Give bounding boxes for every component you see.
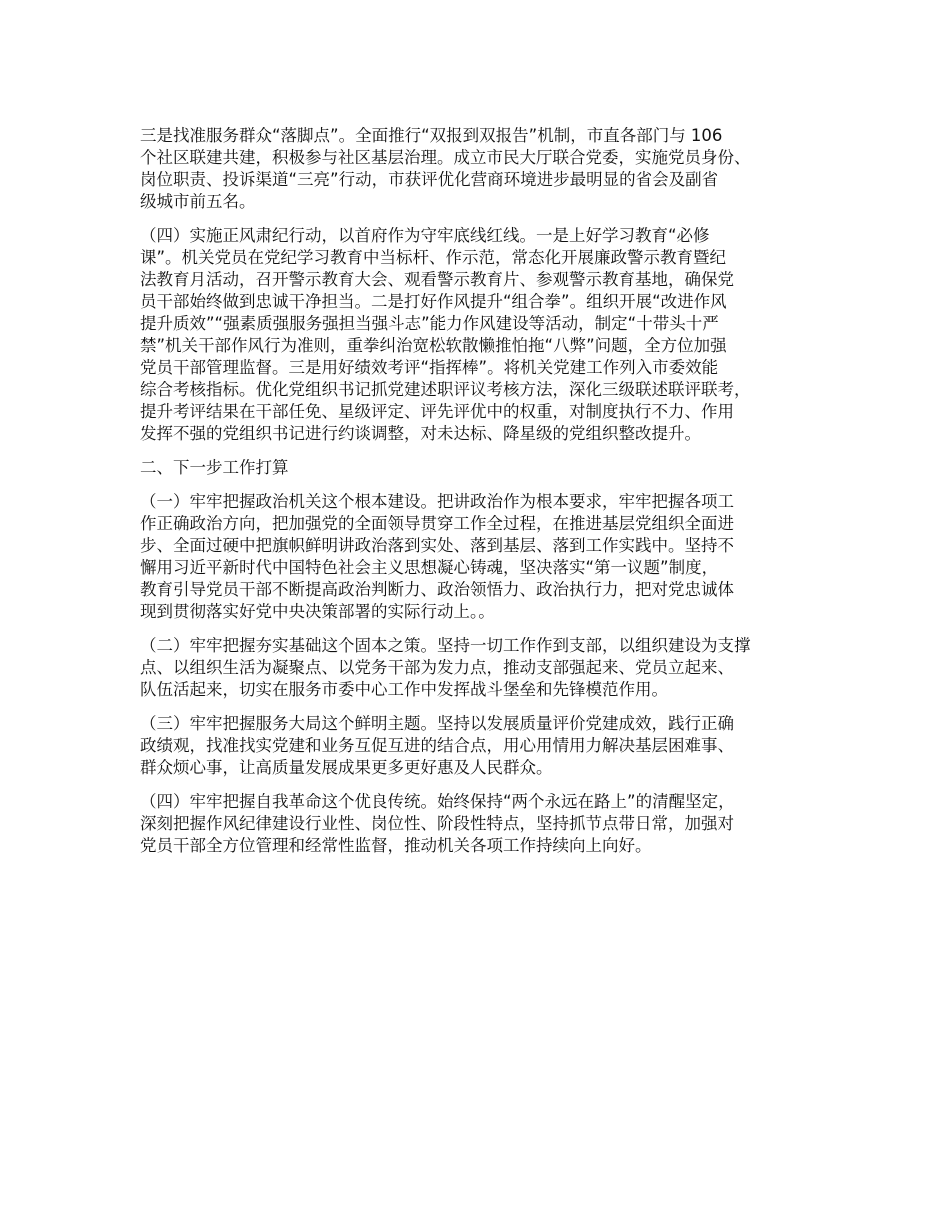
- document-body: [140, 125, 830, 869]
- paragraph-service-masses: 三是找准服务群众“落脚点”。全面推行“双报到双报告”机制，市直各部门与 106 个社区联建共建，积极参与社区基层治理。成立市民大厅联合党委，实施党员身份、 岗位职责、投诉渠道“三亮”行动，市获评优化营商环境进步最明显的省会及副省 级城市前五名。: [140, 126, 751, 211]
- paragraph-serve-overall: （三）牢牢把握服务大局这个鲜明主题。坚持以发展质量评价党建成效，践行正确 政绩观，找准找实党建和业务互促互进的结合点，用心用情用力解决基层困难事、 群众烦心事，让高质量发展成果更多更好惠及人民群众。: [140, 714, 734, 777]
- paragraph-self-revolution: （四）牢牢把握自我革命这个优良传统。始终保持“两个永远在路上”的清醒坚定， 深刻把握作风纪律建设行业性、岗位性、阶段性特点，坚持抓节点带日常，加强对 党员干部全方位管理和经常性监督，推动机关各项工作持续向上向好。: [140, 792, 735, 855]
- paragraph-political-organ: （一）牢牢把握政治机关这个根本建设。把讲政治作为根本要求，牢牢把握各项工 作正确政治方向，把加强党的全面领导贯穿工作全过程，在推进基层党组织全面进 步、全面过硬中把旗帜鲜明讲政治落到实处、落到基层、落到工作实践中。坚持不 懈用习近平新时代中国特色社会主义思想凝心铸魂，坚决落实“第一议题”制度， 教育引导党员干部不断提高政治判断力、政治领悟力、政治执行力，把对党忠诚体 现到贯彻落实好党中央决策部署的实际行动上。。: [140, 492, 734, 621]
- paragraph-foundation: （二）牢牢把握夯实基础这个固本之策。坚持一切工作作到支部，以组织建设为支撑 点、以组织生活为凝聚点、以党务干部为发力点，推动支部强起来、党员立起来、 队伍活起来，切实在服务市委中心工作中发挥战斗堡垒和先锋模范作用。: [140, 636, 751, 699]
- paragraph-discipline-action: （四）实施正风肃纪行动，以首府作为守牢底线红线。一是上好学习教育“必修 课”。机关党员在党纪学习教育中当标杆、作示范，常态化开展廉政警示教育暨纪 法教育月活动，召开警示教育大会、观看警示教育片、参观警示教育基地，确保党 员干部始终做到忠诚干净担当。二是打好作风提升“组合拳”。组织开展“改进作风 提升质效”“强素质强服务强担当强斗志”能力作风建设等活动，制定“十带头十严 禁”机关干部作风行为准则，重拳纠治宽松软散懒推怕拖“八弊”问题，全方位加强 党员干部管理监督。三是用好绩效考评“指挥棒”。将机关党建工作列入市委效能 综合考核指标。优化党组织书记抓党建述职评议考核方法，深化三级联述联评联考， 提升考评结果在干部任免、星级评定、评先评优中的权重，对制度执行不力、作用 发挥不强的党组织书记进行约谈调整，对未达标、降星级的党组织整改提升。: [140, 226, 751, 443]
- section-heading-next-steps: 二、下一步工作打算: [140, 458, 289, 477]
